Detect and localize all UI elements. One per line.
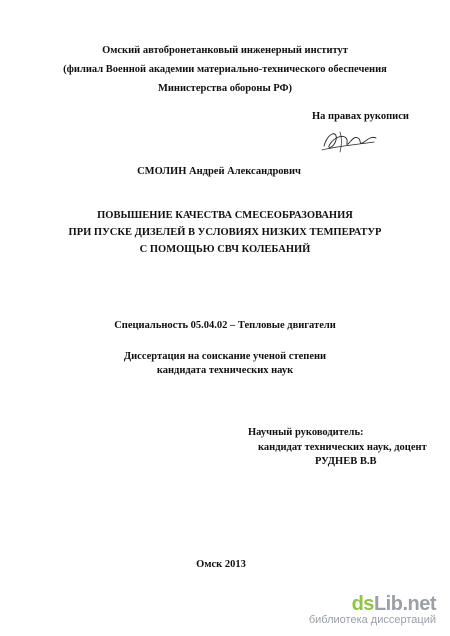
institute-branch: (филиал Военной академии материально-технического обеспечения [63, 64, 387, 75]
supervisor-title: кандидат технических наук, доцент [258, 442, 427, 453]
specialty: Специальность 05.04.02 – Тепловые двигатели [114, 320, 336, 331]
supervisor-label: Научный руководитель: [248, 427, 364, 438]
handwritten-signature [318, 126, 380, 156]
degree-line-1: Диссертация на соискание ученой степени [123, 351, 327, 362]
watermark-logo: dsLib.net [351, 593, 436, 615]
supervisor-name: РУДНЕВ В.В [315, 456, 377, 467]
watermark [286, 594, 436, 628]
manuscript-note: На правах рукописи [312, 111, 409, 122]
watermark-subtitle: библиотека диссертаций [308, 614, 436, 626]
institute-name: Омский автобронетанковый инженерный институт [102, 45, 348, 56]
author-name: СМОЛИН Андрей Александрович [137, 166, 301, 177]
title-line-1: ПОВЫШЕНИЕ КАЧЕСТВА СМЕСЕОБРАЗОВАНИЯ [97, 210, 353, 221]
title-line-3: С ПОМОЩЬЮ СВЧ КОЛЕБАНИЙ [139, 244, 311, 255]
place-year: Омск 2013 [196, 559, 246, 570]
institute-ministry: Министерства обороны РФ) [157, 83, 293, 94]
title-line-2: ПРИ ПУСКЕ ДИЗЕЛЕЙ В УСЛОВИЯХ НИЗКИХ ТЕМПЕРАТУР [68, 227, 382, 238]
degree-line-2: кандидата технических наук [156, 365, 294, 376]
